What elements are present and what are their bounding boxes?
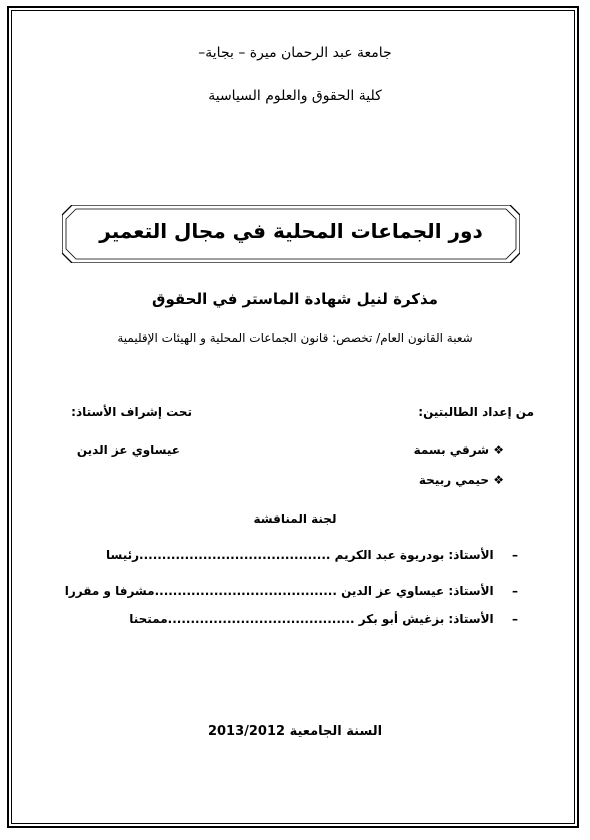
student-name-text: شرقي بسمة xyxy=(413,443,490,457)
bullet-icon: ❖ xyxy=(493,443,504,457)
dash-icon: – xyxy=(512,548,518,562)
committee-member-1 xyxy=(106,548,518,562)
member-text: الأستاذ: بزغيش أبو بكر .........................................ممتحنا xyxy=(129,612,494,626)
supervisor-label: تحت إشراف الأستاذ: xyxy=(71,405,192,419)
faculty-name: كلية الحقوق والعلوم السياسية xyxy=(208,88,382,104)
thesis-subtitle: مذكرة لنيل شهادة الماستر في الحقوق xyxy=(152,290,438,308)
committee-member-3 xyxy=(129,612,518,626)
university-name: جامعة عبد الرحمان ميرة – بجاية– xyxy=(198,45,392,61)
dash-icon: – xyxy=(512,612,518,626)
student-name-1 xyxy=(414,443,504,457)
member-text: الأستاذ: بودريوة عبد الكريم ..........................................رئيسا xyxy=(105,548,494,562)
title-box xyxy=(62,205,520,263)
bullet-icon: ❖ xyxy=(493,473,504,487)
committee-title: لجنة المناقشة xyxy=(253,512,337,526)
students-label: من إعداد الطالبتين: xyxy=(418,405,534,419)
specialization-line: شعبة القانون العام/ تخصص: قانون الجماعات المحلية و الهيئات الإقليمية xyxy=(117,331,473,345)
supervisor-name: عيساوي عز الدين xyxy=(76,443,180,457)
academic-year: السنة الجامعية 2013/2012 xyxy=(207,724,383,739)
thesis-title: دور الجماعات المحلية في مجال التعمير xyxy=(99,219,483,243)
committee-member-2 xyxy=(65,584,518,598)
student-name-text: حيمي ربيحة xyxy=(418,473,490,487)
member-text: الأستاذ: عيساوي عز الدين ........................................مشرفا و مقررا xyxy=(64,584,494,598)
student-name-2 xyxy=(419,473,504,487)
dash-icon: – xyxy=(512,584,518,598)
